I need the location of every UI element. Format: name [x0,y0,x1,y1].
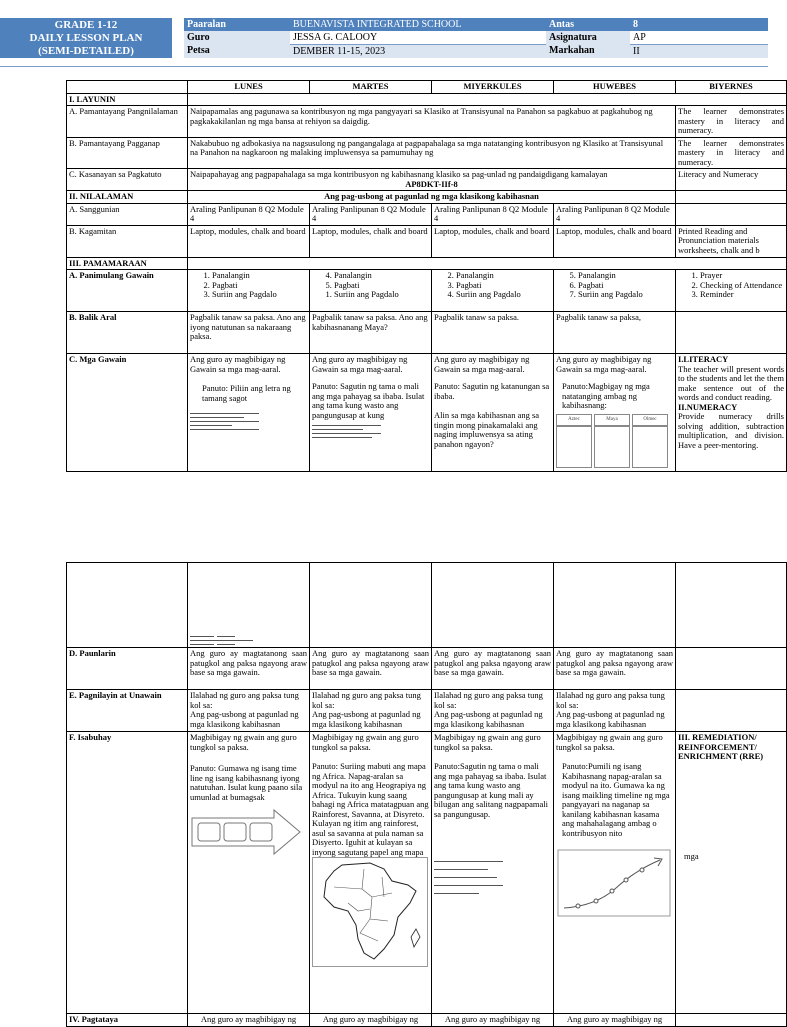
activity-wednesday: Ang guro ay magbibigay ng Gawain sa mga mag-aaral. Panuto: Sagutin ng katanungan sa ibaba. Alin sa mga kabihasnan ang sa tingin mong pinakamalaki ang naging impluwensya sa ating panahon ngayon? [432,354,554,472]
materials-wednesday: Laptop, modules, chalk and board [432,225,554,257]
develop-tuesday: Ang guro ay magtatanong saan patugkol ang paksa ngayong araw base sa mga gawain. [310,648,432,690]
activity-thursday: Ang guro ay magbibigay ng Gawain sa mga mag-aaral. Panuto:Magbigay ng mga natatanging ambag ng kabihasnang: Aztec Maya Olmec [554,354,676,472]
day-header-friday: BIYERNES [676,81,787,94]
prelim-wednesday: 2. Panalangin 3. Pagbati 4. Suriin ang Pagdalo [432,270,554,312]
label-apply: F. Isabuhay [67,732,188,1014]
label-activities: C. Mga Gawain [67,354,188,472]
develop-wednesday: Ang guro ay magtatanong saan patugkol ang paksa ngayong araw base sa mga gawain. [432,648,554,690]
header-divider [0,66,768,67]
evaluation-tuesday: Ang guro ay magbibigay ng [310,1014,432,1027]
day-header-thursday: HUWEBES [554,81,676,94]
subject-label: Asignatura [546,31,630,44]
apply-tuesday: Magbibigay ng gwain ang guro tungkol sa paksa. Panuto: Suriing mabuti ang mapa ng Africa. Napag-aralan sa modyul na ito ang Heograpiya ng Africa. Tukuyin kung saang bahagi ng Africa matatagpuan ang Rainforest, Savanna, at Disyreto. Kulayan ng itim ang rainforest, asul sa savanna at pula naman sa Disyerto. Iguhit at kulayan sa inyong sagutang papel ang mapa [310,732,432,1014]
review-wednesday: Pagbalik tanaw sa paksa. [432,312,554,354]
label-content-standard: A. Pamantayang Pangnilalaman [67,106,188,138]
reference-thursday: Araling Panlipunan 8 Q2 Module 4 [554,203,676,225]
grade-level-label: Antas [546,18,630,31]
evaluation-wednesday: Ang guro ay magbibigay ng [432,1014,554,1027]
grade-label: GRADE 1-12 [0,18,172,31]
teacher-name: JESSA G. CALOOY [290,31,546,44]
competency-code: AP8DKT-IIf-8 [405,178,458,189]
reference-wednesday: Araling Panlipunan 8 Q2 Module 4 [432,203,554,225]
develop-monday: Ang guro ay magtatanong saan patugkol ang paksa ngayong araw base sa mga gawain. [188,648,310,690]
lesson-plan-header [0,18,768,58]
evaluation-thursday: Ang guro ay magbibigay ng [554,1014,676,1027]
performance-standard-friday: The learner demonstrates mastery in literacy and numeracy. [676,137,787,169]
materials-friday: Printed Reading and Pronunciation materials worksheets, chalk and b [676,225,787,257]
materials-monday: Laptop, modules, chalk and board [188,225,310,257]
reference-monday: Araling Panlipunan 8 Q2 Module 4 [188,203,310,225]
quarter-label: Markahan [546,45,630,58]
worksheet-fine-print: ▬▬▬▬▬▬▬▬ ▬▬▬▬▬▬ ▬▬▬▬▬▬▬▬▬▬▬▬▬▬▬▬▬▬▬▬▬ ▬▬▬▬▬▬▬▬ ▬▬▬▬▬▬ [190,634,253,646]
timeline-arrow-diagram [190,808,302,856]
evaluation-monday: Ang guro ay magbibigay ng [188,1014,310,1027]
prelim-monday: 1. Panalangin 2. Pagbati 3. Suriin ang Pagdalo [188,270,310,312]
label-preliminary-activities: A. Panimulang Gawain [67,270,188,312]
content-standard-friday: The learner demonstrates mastery in literacy and numeracy. [676,106,787,138]
learning-competency-friday: Literacy and Numeracy [676,169,787,191]
day-header-monday: LUNES [188,81,310,94]
school-label: Paaralan [184,18,290,31]
prelim-tuesday: 4. Panalangin 5. Pagbati 1. Suriin ang Pagdalo [310,270,432,312]
prelim-friday: 1. Prayer 2. Checking of Attendance 3. Reminder [676,270,787,312]
performance-standard-text: Nakabubuo ng adbokasiya na nagsusulong ng pangangalaga at pagpapahalaga sa mga natatanging kontribusyon ng Klasiko at Transisyunal na Panahon na nagkaroon ng malaking impluwensya sa pamumuhay ng [188,137,676,169]
content-topic: Ang pag-usbong at pagunlad ng mga klasikong kabihasnan [188,191,676,204]
reflect-tuesday: Ilalahad ng guro ang paksa tung kol sa: Ang pag-usbong at pagunlad ng mga klasikong kabihasnan [310,690,432,732]
activity-friday: I.LITERACY The teacher will present words to the students and let the them make sentence out of the words and conduct reading. II.NUMERACY Provide numeracy drills solving addition, subtraction multiplication, and division. Have a peer-mentoring. [676,354,787,472]
subject-value: AP [630,31,768,44]
worksheet-fine-print: ▬▬▬▬▬▬▬▬▬▬▬▬▬▬▬▬▬▬▬▬▬▬▬ ▬▬▬▬▬▬▬▬▬▬▬▬▬▬▬▬▬▬ ▬▬▬▬▬▬▬▬▬▬▬▬▬▬▬▬▬▬▬▬▬ ▬▬▬▬▬▬▬▬▬▬▬▬▬▬▬▬▬▬▬▬▬▬▬ ▬▬▬▬▬▬▬▬▬▬▬▬▬▬▬ [434,859,503,895]
worksheet-fine-print: ▬▬▬▬▬▬▬▬▬▬▬▬▬▬▬▬▬▬▬▬▬▬▬ ▬▬▬▬▬▬▬▬▬▬▬▬▬▬▬▬▬▬ ▬▬▬▬▬▬▬▬▬▬▬▬▬▬▬▬▬▬▬▬▬▬▬ ▬▬▬▬▬▬▬▬▬▬▬▬▬▬ ▬▬▬▬▬▬▬▬▬▬▬▬▬▬▬▬▬▬▬▬▬▬▬ [190,411,259,431]
label-materials: B. Kagamitan [67,225,188,257]
day-header-tuesday: MARTES [310,81,432,94]
school-name: BUENAVISTA INTEGRATED SCHOOL [290,18,546,31]
review-thursday: Pagbalik tanaw sa paksa, [554,312,676,354]
section-nilalaman: II. NILALAMAN [67,191,188,204]
section-layunin: I. LAYUNIN [67,93,188,106]
teacher-label: Guro [184,31,290,44]
timeline-curve-diagram [556,848,672,918]
apply-monday: Magbibigay ng gwain ang guro tungkol sa paksa. Panuto: Gumawa ng isang time line ng isang kabihasnang iyong natutuhan. Isulat kung paano sila umunlad at bumagsak [188,732,310,1014]
label-learning-competency: C. Kasanayan sa Pagkatuto [67,169,188,191]
materials-thursday: Laptop, modules, chalk and board [554,225,676,257]
materials-tuesday: Laptop, modules, chalk and board [310,225,432,257]
develop-thursday: Ang guro ay magtatanong saan patugkol ang paksa ngayong araw base sa mga gawain. [554,648,676,690]
reflect-wednesday: Ilalahad ng guro ang paksa tung kol sa: Ang pag-usbong at pagunlad ng mga klasikong kabihasnan [432,690,554,732]
learning-competency-text: Naipapahayag ang pagpapahalaga sa mga kontribusyon ng kabihasnang klasiko sa pag-unlad ng pandaigdigang kamalayan [190,169,608,179]
label-review: B. Balik Aral [67,312,188,354]
lesson-table-part-2 [66,562,787,1027]
label-evaluation: IV. Pagtataya [67,1014,188,1027]
date-label: Petsa [184,45,290,58]
review-monday: Pagbalik tanaw sa paksa. Ano ang iyong natutunan sa nakaraang paksa. [188,312,310,354]
day-header-wednesday: MIYERKULES [432,81,554,94]
date-value: DEMBER 11-15, 2023 [290,45,546,58]
section-pamamaraan: III. PAMAMARAAN [67,257,188,270]
grade-level-value: 8 [630,18,768,31]
activity-monday: Ang guro ay magbibigay ng Gawain sa mga mag-aaral. Panuto: Piliin ang letra ng tamang sagot ▬▬▬▬▬▬▬▬▬▬▬▬▬▬▬▬▬▬▬▬▬▬▬ ▬▬▬▬▬▬▬▬▬▬▬▬▬▬▬▬▬▬ ▬▬▬▬▬▬▬▬▬▬▬▬▬▬▬▬▬▬▬▬▬▬▬ ▬▬▬▬▬▬▬▬▬▬▬▬▬▬ ▬▬▬▬▬▬▬▬▬▬▬▬▬▬▬▬▬▬▬▬▬▬▬ [188,354,310,472]
prelim-thursday: 5. Panalangin 6. Pagbati 7. Suriin ang Pagdalo [554,270,676,312]
label-performance-standard: B. Pamantayang Pagganap [67,137,188,169]
quarter-value: II [630,45,768,58]
dlp-label: DAILY LESSON PLAN [0,31,172,44]
reflect-thursday: Ilalahad ng guro ang paksa tung kol sa: Ang pag-usbong at pagunlad ng mga klasikong kabihasnan [554,690,676,732]
civilization-columns: Aztec Maya Olmec [556,413,673,426]
reference-tuesday: Araling Panlipunan 8 Q2 Module 4 [310,203,432,225]
label-develop: D. Paunlarin [67,648,188,690]
worksheet-fine-print: ▬▬▬▬▬▬▬▬▬▬▬▬▬▬▬▬▬▬▬▬▬▬▬ ▬▬▬▬▬▬▬▬▬▬▬▬▬▬▬▬▬ ▬▬▬▬▬▬▬▬▬▬▬▬▬▬▬▬▬▬▬▬▬▬▬ ▬▬▬▬▬▬▬▬▬▬▬▬▬▬▬▬▬▬▬▬ [312,423,381,439]
review-tuesday: Pagbalik tanaw sa paksa. Ano ang kabihasnanang Maya? [310,312,432,354]
label-reflect: E. Pagnilayin at Unawain [67,690,188,732]
apply-thursday: Magbibigay ng gwain ang guro tungkol sa paksa. Panuto:Pumili ng isang Kabihasnang napag-aralan sa modyul na ito. Gumawa ka ng isang maikling timeline ng mga pangyayari na naganap sa kanilang kabihasnan kasama ang mahahalagang ambag o kontribusyon nito [554,732,676,1014]
lesson-table-part-1 [66,80,787,472]
apply-friday: III. REMEDIATION/ REINFORCEMENT/ ENRICHMENT (RRE) mga [676,732,787,1014]
apply-wednesday: Magbibigay ng gwain ang guro tungkol sa paksa. Panuto:Sagutin ng tama o mali ang mga pahayag sa ibaba. Isulat ang tama kung wasto ang pangungusap at kung mali ay bilugan ang salitang nagpapamali sa pangungusap. ▬▬▬▬▬▬▬▬▬▬▬▬▬▬▬▬▬▬▬▬▬▬▬ ▬▬▬▬▬▬▬▬▬▬▬▬▬▬▬▬▬▬ ▬▬▬▬▬▬▬▬▬▬▬▬▬▬▬▬▬▬▬▬▬ ▬▬▬▬▬▬▬▬▬▬▬▬▬▬▬▬▬▬▬▬▬▬▬ ▬▬▬▬▬▬▬▬▬▬▬▬▬▬▬ [432,732,554,1014]
reflect-monday: Ilalahad ng guro ang paksa tung kol sa: Ang pag-usbong at pagunlad ng mga klasikong kabihasnan [188,690,310,732]
africa-map-image [312,857,428,967]
semi-detailed-label: (SEMI-DETAILED) [0,45,172,58]
content-standard-text: Naipapamalas ang pagunawa sa kontribusyon ng mga pangyayari sa Klasiko at Transisyunal na Panahon sa pagkabuo at pagkahubog ng pagkakakilanlan ng mga bansa at rehiyon sa daigdig. [188,106,676,138]
label-references: A. Sanggunian [67,203,188,225]
activity-tuesday: Ang guro ay magbibigay ng Gawain sa mga mag-aaral. Panuto: Sagutin ng tama o mali ang mga pahayag sa ibaba. Isulat ang tama kung wasto ang pangungusap at kung ▬▬▬▬▬▬▬▬▬▬▬▬▬▬▬▬▬▬▬▬▬▬▬ ▬▬▬▬▬▬▬▬▬▬▬▬▬▬▬▬▬ ▬▬▬▬▬▬▬▬▬▬▬▬▬▬▬▬▬▬▬▬▬▬▬ ▬▬▬▬▬▬▬▬▬▬▬▬▬▬▬▬▬▬▬▬ [310,354,432,472]
